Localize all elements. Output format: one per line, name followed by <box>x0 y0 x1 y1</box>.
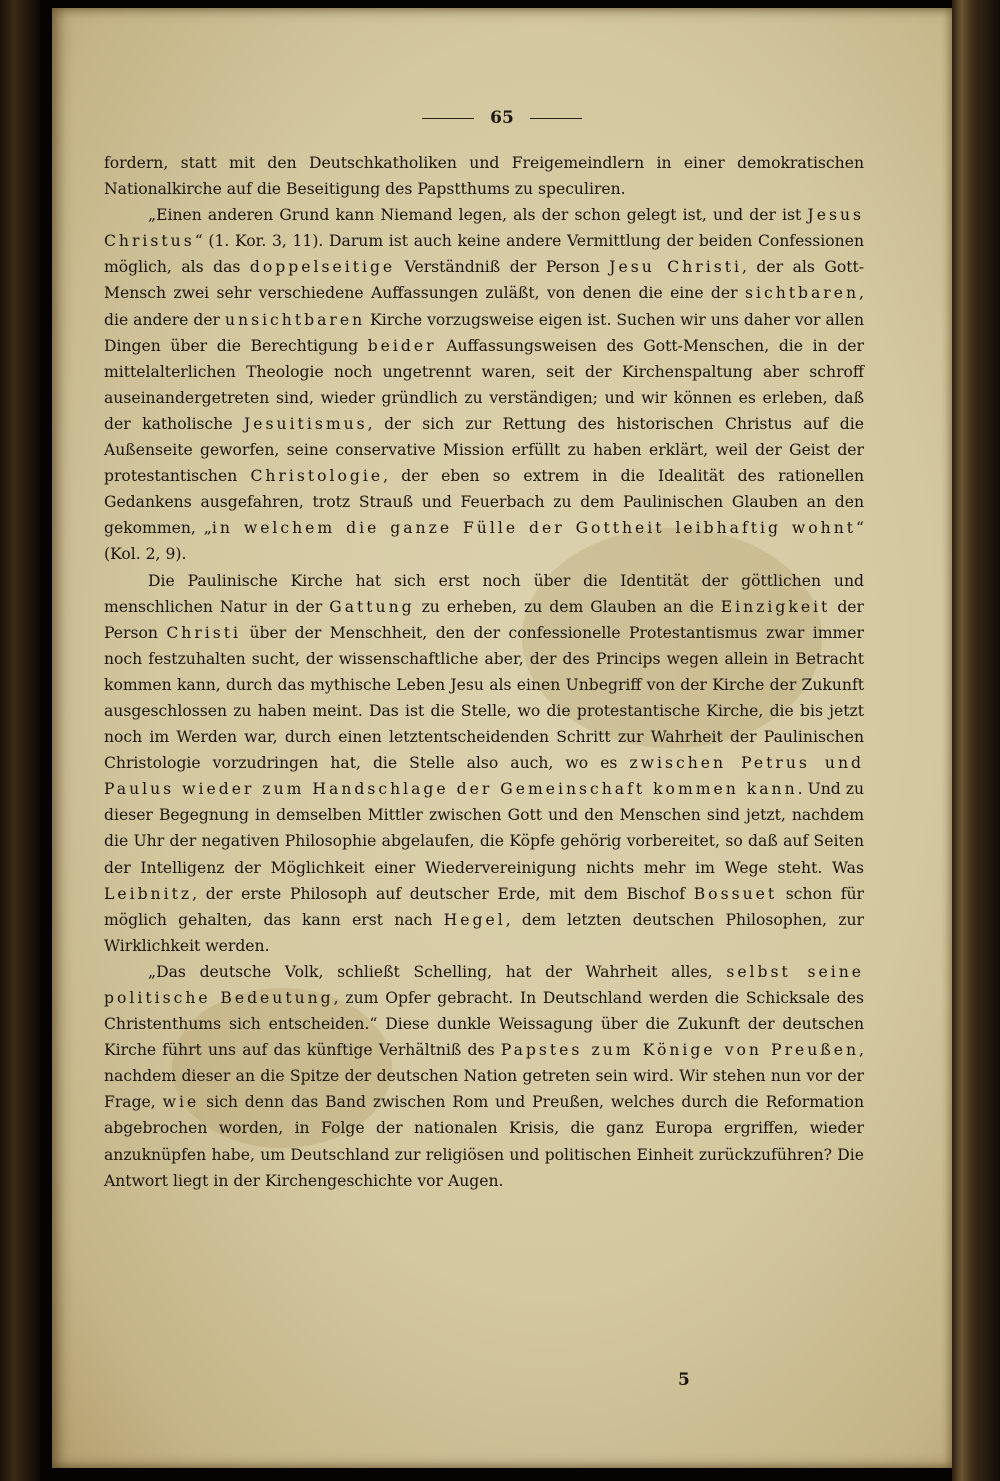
text-run: , der sich zur Rettung des historischen Christus auf die Außenseite geworfen, seine conservative Mission erfüllt zu haben erklärt, weil der Geist der protestantischen <box>104 414 864 486</box>
text-run: „Einen anderen Grund kann Niemand legen, als der schon gelegt ist, und der ist <box>148 206 808 225</box>
emphasized-text: Papstes zum Könige von Preußen <box>500 1041 860 1060</box>
book-gutter <box>0 0 40 1481</box>
paragraph <box>104 202 864 567</box>
paragraph <box>104 568 864 959</box>
header-rule-right <box>530 118 582 119</box>
emphasized-text: beider <box>367 336 437 355</box>
emphasized-text: sichtbaren <box>744 284 860 303</box>
emphasized-text: Jesus Christus <box>104 206 864 251</box>
text-run: der Person <box>104 597 864 642</box>
emphasized-text: in welchem die ganze Fülle der Gottheit leibhaftig wohnt <box>211 519 857 538</box>
text-run: Auffassungsweisen des Gott-Menschen, die in der mittelalterlichen Theologie noch ungetrennt waren, seit der Kirchenspaltung aber schroff auseinandergetreten sind, wieder gründlich zu verständigen; und wir können es erleben, daß der katholische <box>104 336 864 433</box>
emphasized-text: doppelseitige <box>249 258 396 277</box>
paragraph <box>104 150 864 202</box>
text-run: , dem letzten deutschen Philosophen, zur Wirklichkeit werden. <box>104 910 864 955</box>
text-run: schon für möglich gehalten, das kann erst nach <box>104 884 864 929</box>
text-run: “ (Kol. 2, 9). <box>104 519 864 564</box>
text-run: , der als Gott-Mensch zwei sehr verschiedene Auffassungen zuläßt, von denen die eine der <box>104 258 865 303</box>
book-page <box>52 8 952 1468</box>
text-run: Kirche vorzugsweise eigen ist. Suchen wir uns daher vor allen Dingen über die Berechtigung <box>104 310 865 355</box>
emphasized-text: Gattung <box>329 597 415 616</box>
emphasized-text: Jesu Christi <box>609 258 742 277</box>
text-run: sich denn das Band zwischen Rom und Preußen, welches durch die Reformation abgebrochen worden, in Folge der nationalen Krisis, die ganz Europa ergriffen, wieder anzuknüpfen habe, um Deutschland zur religiösen und politischen Einheit zurückzuführen? Die Antwort liegt in der Kirchengeschichte vor Augen. <box>104 1093 864 1190</box>
emphasized-text: Christi <box>166 623 242 642</box>
text-run: zu erheben, zu dem Glauben an die <box>414 597 721 616</box>
text-run: , der eben so extrem in die Idealität des rationellen Gedankens ausgefahren, trotz Strauß und Feuerbach zu dem Paulinischen Glauben an den gekommen, „ <box>104 467 864 538</box>
emphasized-text: wie <box>162 1093 200 1112</box>
emphasized-text: zwischen Petrus und Paulus wieder zum Handschlage der Gemeinschaft kommen kann <box>104 754 864 799</box>
text-run: . Und zu dieser Begegnung in demselben Mittler zwischen Gott und den Menschen sind jetzt, nachdem die Uhr der negativen Philosophie abgelaufen, die Köpfe gehörig vorbereitet, so daß auf Seiten der Intelligenz der Möglichkeit einer Wiedervereinigung nichts mehr im Wege steht. Was <box>104 780 864 877</box>
emphasized-text: unsichtbaren <box>224 310 366 329</box>
text-run: Verständniß der Person <box>395 258 610 277</box>
signature-mark: 5 <box>678 1370 690 1390</box>
page-edge <box>952 0 1000 1481</box>
page-number: 65 <box>490 108 514 128</box>
text-run: Die Paulinische Kirche hat sich erst noch über die Identität der göttlichen und menschlichen Natur in der <box>104 571 864 616</box>
text-run: über der Menschheit, den der confessionelle Protestantismus zwar immer noch festzuhalten sucht, der wissenschaftliche aber, der des Princips wegen allein in Betracht kommen kann, durch das mythische Leben Jesu als einen Unbegriff von der Kirche der Zukunft ausgeschlossen zu haben meint. Das ist die Stelle, wo die protestantische Kirche, die bis jetzt noch im Werden war, durch einen letztentscheidenden Schritt zur Wahrheit der Paulinischen Christologie vorzudringen hat, die Stelle also auch, wo es <box>104 623 864 773</box>
page-header <box>52 108 952 128</box>
emphasized-text: Einzigkeit <box>720 597 831 616</box>
text-run: , zum Opfer gebracht. In Deutschland werden die Schicksale des Christenthums sich entscheiden.“ Diese dunkle Weissagung über die Zukunft der deutschen Kirche führt uns auf das künftige Verhältniß des <box>104 989 865 1060</box>
text-run: fordern, statt mit den Deutschkatholiken und Freigemeindlern in einer demokratischen Nationalkirche auf die Beseitigung des Papstthums zu speculiren. <box>104 154 864 199</box>
emphasized-text: Christologie <box>250 467 384 486</box>
text-run: “ (1. Kor. 3, 11). Darum ist auch keine andere Vermittlung der beiden Confessionen möglich, als das <box>104 232 864 277</box>
header-rule-left <box>422 118 474 119</box>
emphasized-text: selbst seine politische Bedeutung <box>104 962 864 1007</box>
text-run: , der erste Philosoph auf deutscher Erde, mit dem Bischof <box>192 884 694 903</box>
emphasized-text: Bossuet <box>693 884 778 903</box>
text-run: , die andere der <box>104 284 864 329</box>
emphasized-text: Jesuitismus <box>244 414 368 433</box>
text-run: „Das deutsche Volk, schließt Schelling, hat der Wahrheit alles, <box>148 962 727 981</box>
body-text <box>104 150 864 1194</box>
text-run: , nachdem dieser an die Spitze der deutschen Nation getreten sein wird. Wir stehen nun vor der Frage, <box>104 1041 864 1112</box>
paragraph <box>104 959 864 1194</box>
emphasized-text: Hegel <box>443 910 506 929</box>
emphasized-text: Leibnitz <box>104 884 193 903</box>
